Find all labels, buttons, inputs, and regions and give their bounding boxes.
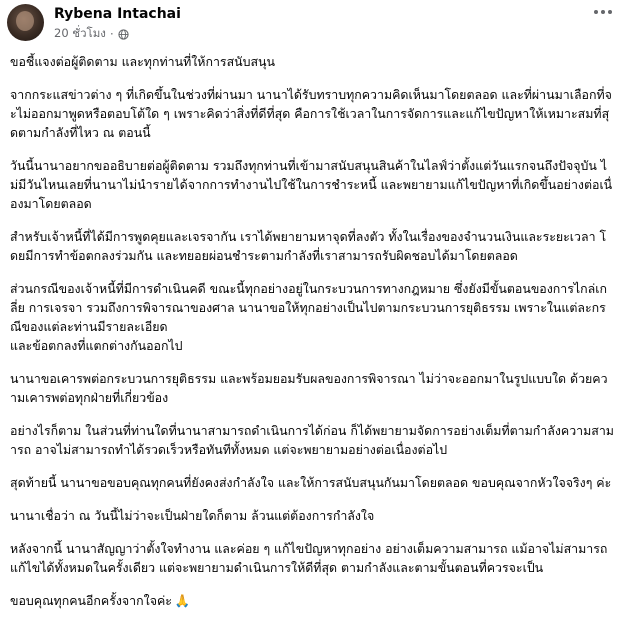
avatar[interactable] bbox=[7, 4, 44, 41]
praying-hands-icon: 🙏 bbox=[174, 593, 191, 608]
closing-text: ขอบคุณทุกคนอีกครั้งจากใจค่ะ bbox=[10, 593, 172, 608]
paragraph-10: หลังจากนี้ นานาสัญญาว่าตั้งใจทำงาน และค่อย ๆ แก้ไขปัญหาทุกอย่าง อย่างเต็มความสามารถ แม้อาจไม่สามารถแก้ไขได้ทั้งหมดในครั้งเดียว แต่จะพยายามดำเนินการให้ดีที่สุด ตามกำลังและตามขั้นตอนที่ควรจะเป็น bbox=[10, 541, 608, 575]
post-body bbox=[10, 52, 614, 624]
author-name[interactable]: Rybena Intachai bbox=[54, 6, 181, 22]
paragraph-4: สำหรับเจ้าหนี้ที่ได้มีการพูดคุยและเจรจากัน เราได้พยายามหาจุดที่ลงตัว ทั้งในเรื่องของจำนวนเงินและระยะเวลา โดยมีการทำข้อตกลงร่วมกัน และทยอยผ่อนชำระตามกำลังที่เราสามารถรับผิดชอบได้มาโดยตลอด bbox=[10, 229, 607, 263]
paragraph-5-continued: และข้อตกลงที่แตกต่างกันออกไป bbox=[10, 338, 183, 353]
post-time[interactable]: 20 ชั่วโมง bbox=[54, 26, 106, 40]
meta-separator: · bbox=[109, 27, 114, 41]
paragraph-7: อย่างไรก็ตาม ในส่วนที่ท่านใดที่นานาสามารถดำเนินการได้ก่อน ก็ได้พยายามจัดการอย่างเต็มที่ตามกำลังความสามารถ อาจไม่สามารถทำได้รวดเร็วหรือทันทีทั้งหมด แต่จะพยายามอย่างต่อเนื่องต่อไป bbox=[10, 423, 614, 457]
paragraph-9: นานาเชื่อว่า ณ วันนี้ไม่ว่าจะเป็นฝ่ายใดก็ตาม ล้วนแต่ต้องการกำลังใจ bbox=[10, 508, 375, 523]
more-options-icon[interactable] bbox=[594, 10, 612, 14]
paragraph-5: ส่วนกรณีของเจ้าหนี้ที่มีการดำเนินคดี ขณะนี้ทุกอย่างอยู่ในกระบวนการทางกฎหมาย ซึ่งยังมีขั้นตอนของการไกล่เกลี่ย การเจรจา รวมถึงการพิจารณาของศาล นานาขอให้ทุกอย่างเป็นไปตามกระบวนการยุติธรรม เพราะในแต่ละกรณีของแต่ละท่านมีรายละเอียด bbox=[10, 281, 607, 334]
post-meta bbox=[54, 25, 129, 43]
paragraph-11 bbox=[10, 591, 614, 610]
globe-icon bbox=[118, 29, 129, 40]
paragraph-8: สุดท้ายนี้ นานาขอขอบคุณทุกคนที่ยังคงส่งกำลังใจ และให้การสนับสนุนกันมาโดยตลอด ขอบคุณจากหัวใจจริงๆ ค่ะ bbox=[10, 475, 612, 490]
paragraph-3: วันนี้นานาอยากขออธิบายต่อผู้ติดตาม รวมถึงทุกท่านที่เข้ามาสนับสนุนสินค้าในไลฟ์ว่าตั้งแต่วันแรกจนถึงปัจจุบัน ไม่มีวันไหนเลยที่นานาไม่นำรายได้จากการทำงานไปใช้ในการชำระหนี้ และพยายามแก้ไขปัญหาที่เกิดขึ้นอย่างต่อเนื่องมาโดยตลอด bbox=[10, 158, 613, 211]
paragraph-6: นานาขอเคารพต่อกระบวนการยุติธรรม และพร้อมยอมรับผลของการพิจารณา ไม่ว่าจะออกมาในรูปแบบใด ด้วยความเคารพต่อทุกฝ่ายที่เกี่ยวข้อง bbox=[10, 371, 608, 405]
paragraph-2: จากกระแสข่าวต่าง ๆ ที่เกิดขึ้นในช่วงที่ผ่านมา นานาได้รับทราบทุกความคิดเห็นมาโดยตลอด และที่ผ่านมาเลือกที่จะไม่ออกมาพูดหรือตอบโต้ใด ๆ เพราะคิดว่าสิ่งที่ดีที่สุด คือการใช้เวลาในการจัดการและแก้ไขปัญหาให้เหมาะสมที่สุดตามกำลังที่ไหว ณ ตอนนี้ bbox=[10, 87, 612, 140]
post-header bbox=[0, 0, 622, 52]
paragraph-1: ขอชี้แจงต่อผู้ติดตาม และทุกท่านที่ให้การสนับสนุน bbox=[10, 54, 275, 69]
